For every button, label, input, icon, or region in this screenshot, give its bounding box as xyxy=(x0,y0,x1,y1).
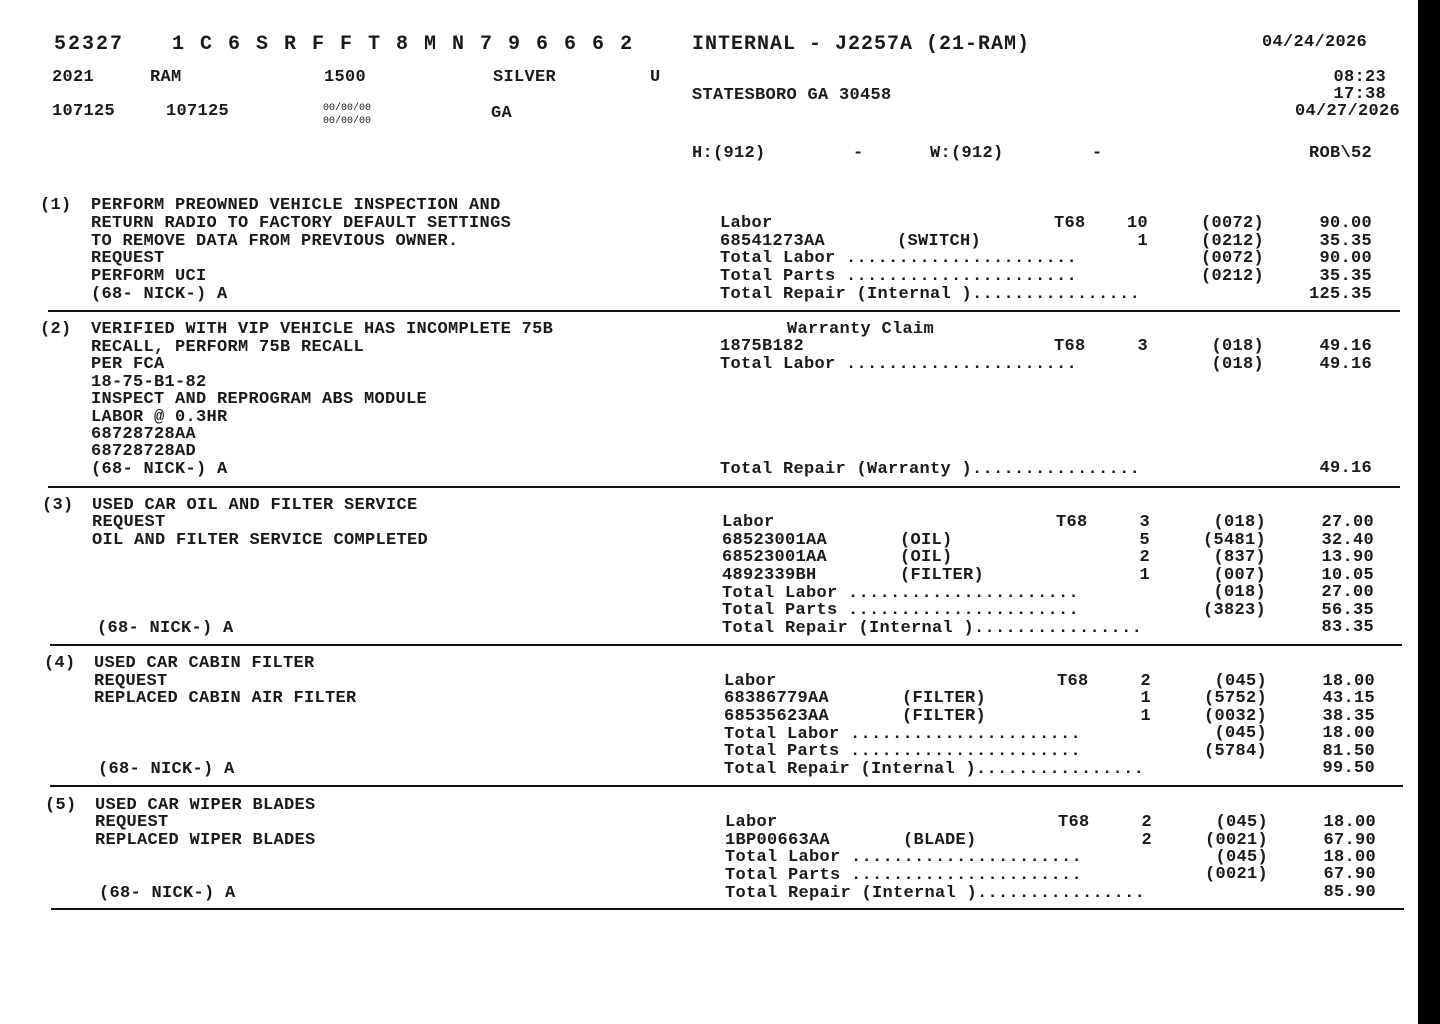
line-amount: 35.35 xyxy=(1319,267,1372,286)
section-divider xyxy=(50,644,1402,646)
line-label: 68535623AA xyxy=(724,707,830,726)
line-desc: (FILTER) xyxy=(902,689,987,708)
section-divider xyxy=(50,785,1403,787)
state: GA xyxy=(491,104,513,123)
line-label: Labor xyxy=(724,672,777,691)
line-amount: 83.35 xyxy=(1321,618,1374,637)
line-qty: 1 xyxy=(1139,566,1150,585)
line-amount: 43.15 xyxy=(1322,689,1375,708)
line-code: (045) xyxy=(1214,724,1267,743)
line-code: (0212) xyxy=(1200,232,1264,251)
line-label: Total Parts ...................... xyxy=(725,866,1083,885)
job-desc-line: INSPECT AND REPROGRAM ABS MODULE xyxy=(91,390,428,409)
line-code: (018) xyxy=(1213,513,1266,532)
line-type: T68 xyxy=(1054,337,1086,356)
line-amount: 99.50 xyxy=(1322,759,1375,778)
job-desc-line: PER FCA xyxy=(91,355,165,374)
line-amount: 125.35 xyxy=(1308,285,1372,304)
job-number: (3) xyxy=(42,496,74,515)
home-phone-dash: - xyxy=(853,144,864,163)
line-type: T68 xyxy=(1058,813,1090,832)
line-label: Total Labor ...................... xyxy=(720,249,1078,268)
job-desc-line: REQUEST xyxy=(94,672,168,691)
job-desc-line: PERFORM UCI xyxy=(91,267,207,286)
ro-title: INTERNAL - J2257A (21-RAM) xyxy=(692,33,1031,56)
job-desc-line: VERIFIED WITH VIP VEHICLE HAS INCOMPLETE 75B xyxy=(91,320,554,339)
line-label: Total Repair (Warranty )................ xyxy=(720,460,1141,479)
line-code: (837) xyxy=(1213,548,1266,567)
line-amount: 13.90 xyxy=(1321,548,1374,567)
line-qty: 3 xyxy=(1137,337,1148,356)
job-number: (2) xyxy=(40,320,72,339)
line-desc: (SWITCH) xyxy=(897,232,982,251)
mileage-in: 107125 xyxy=(52,102,116,121)
line-code: (045) xyxy=(1214,672,1267,691)
date-top: 04/24/2026 xyxy=(1262,33,1368,52)
line-code: (0072) xyxy=(1200,214,1264,233)
line-label: Total Labor ...................... xyxy=(722,584,1080,603)
date-bottom: 04/27/2026 xyxy=(1294,102,1400,121)
line-label: 68523001AA xyxy=(722,531,828,550)
line-label: Total Repair (Internal )................ xyxy=(725,884,1146,903)
job-desc-line: REPLACED WIPER BLADES xyxy=(95,831,316,850)
vehicle-color: SILVER xyxy=(493,68,557,87)
line-qty: 2 xyxy=(1141,813,1152,832)
line-amount: 90.00 xyxy=(1319,249,1372,268)
job-desc-line: USED CAR WIPER BLADES xyxy=(95,796,316,815)
line-desc: (BLADE) xyxy=(903,831,977,850)
line-label: Labor xyxy=(722,513,775,532)
job-desc-line: RECALL, PERFORM 75B RECALL xyxy=(91,338,365,357)
line-amount: 49.16 xyxy=(1319,355,1372,374)
line-code: (0032) xyxy=(1203,707,1267,726)
line-desc: (OIL) xyxy=(900,531,953,550)
line-amount: 67.90 xyxy=(1323,831,1376,850)
line-qty: 10 xyxy=(1126,214,1148,233)
job-desc-line: 68728728AD xyxy=(91,442,197,461)
line-amount: 27.00 xyxy=(1321,583,1374,602)
job-tech: (68- NICK-) A xyxy=(99,884,236,903)
line-amount: 67.90 xyxy=(1323,865,1376,884)
job-desc-line: REPLACED CABIN AIR FILTER xyxy=(94,689,357,708)
line-amount: 18.00 xyxy=(1323,848,1376,867)
line-code: (0021) xyxy=(1204,865,1268,884)
line-label: Total Repair (Internal )................ xyxy=(720,285,1141,304)
line-code: (007) xyxy=(1213,566,1266,585)
stock-number: 52327 xyxy=(54,33,125,56)
line-label: 1BP00663AA xyxy=(725,831,831,850)
job-desc-line: USED CAR CABIN FILTER xyxy=(94,654,315,673)
line-desc: (FILTER) xyxy=(900,566,985,585)
vehicle-flag: U xyxy=(650,68,661,87)
line-amount: 85.90 xyxy=(1323,883,1376,902)
line-amount: 32.40 xyxy=(1321,531,1374,550)
date-blank-1: 00/00/00 xyxy=(323,103,372,114)
job-desc-line: REQUEST xyxy=(92,513,166,532)
line-code: (018) xyxy=(1211,337,1264,356)
line-label: Total Parts ...................... xyxy=(720,267,1078,286)
line-label: Total Labor ...................... xyxy=(724,725,1082,744)
vehicle-make: RAM xyxy=(150,68,182,87)
job-desc-line: 68728728AA xyxy=(91,425,197,444)
line-code: (5481) xyxy=(1202,531,1266,550)
job-tech: (68- NICK-) A xyxy=(98,760,235,779)
time-out: 17:38 xyxy=(1333,85,1386,104)
vin: 1 C 6 S R F F T 8 M N 7 9 6 6 6 2 xyxy=(172,33,635,56)
location: STATESBORO GA 30458 xyxy=(692,86,892,105)
vehicle-year: 2021 xyxy=(52,68,95,87)
job-desc-line: OIL AND FILTER SERVICE COMPLETED xyxy=(92,531,429,550)
section-divider xyxy=(48,310,1400,312)
line-label: 4892339BH xyxy=(722,566,817,585)
line-type: T68 xyxy=(1054,214,1086,233)
line-label: 68386779AA xyxy=(724,689,830,708)
line-qty: 2 xyxy=(1140,672,1151,691)
line-code: (045) xyxy=(1215,813,1268,832)
job-desc-line: RETURN RADIO TO FACTORY DEFAULT SETTINGS xyxy=(91,214,512,233)
time-in: 08:23 xyxy=(1333,68,1386,87)
line-amount: 56.35 xyxy=(1321,601,1374,620)
job-tech: (68- NICK-) A xyxy=(97,619,234,638)
line-code: (018) xyxy=(1213,583,1266,602)
work-phone-dash: - xyxy=(1092,144,1103,163)
line-qty: 1 xyxy=(1140,707,1151,726)
line-label: 68523001AA xyxy=(722,548,828,567)
line-label: Total Labor ...................... xyxy=(725,848,1083,867)
line-amount: 38.35 xyxy=(1322,707,1375,726)
mileage-out: 107125 xyxy=(166,102,230,121)
vehicle-model: 1500 xyxy=(324,68,367,87)
line-label: 1875B182 xyxy=(720,337,805,356)
line-label: 68541273AA xyxy=(720,232,826,251)
line-code: (0212) xyxy=(1200,267,1264,286)
job-tech: (68- NICK-) A xyxy=(91,285,228,304)
section-divider xyxy=(48,486,1400,488)
line-code: (5784) xyxy=(1203,742,1267,761)
line-amount: 10.05 xyxy=(1321,566,1374,585)
line-amount: 35.35 xyxy=(1319,232,1372,251)
line-label: Total Labor ...................... xyxy=(720,355,1078,374)
line-qty: 2 xyxy=(1139,548,1150,567)
line-amount: 18.00 xyxy=(1323,813,1376,832)
line-label: Total Parts ...................... xyxy=(722,601,1080,620)
line-qty: 5 xyxy=(1139,531,1150,550)
line-type: T68 xyxy=(1056,513,1088,532)
line-code: (0072) xyxy=(1200,249,1264,268)
line-type: T68 xyxy=(1057,672,1089,691)
line-label: Labor xyxy=(725,813,778,832)
line-qty: 1 xyxy=(1137,232,1148,251)
line-amount: 27.00 xyxy=(1321,513,1374,532)
line-label: Total Parts ...................... xyxy=(724,742,1082,761)
line-qty: 3 xyxy=(1139,513,1150,532)
date-blank-2: 00/00/00 xyxy=(323,116,372,127)
job-desc-line: REQUEST xyxy=(95,813,169,832)
job-desc-line: TO REMOVE DATA FROM PREVIOUS OWNER. xyxy=(91,232,459,251)
line-amount: 18.00 xyxy=(1322,672,1375,691)
line-amount: 49.16 xyxy=(1319,337,1372,356)
line-code: (018) xyxy=(1211,355,1264,374)
advisor: ROB\52 xyxy=(1308,144,1372,163)
line-label: Labor xyxy=(720,214,773,233)
job-desc-line: USED CAR OIL AND FILTER SERVICE xyxy=(92,496,418,515)
job-desc-line: LABOR @ 0.3HR xyxy=(91,408,228,427)
line-amount: 18.00 xyxy=(1322,724,1375,743)
line-desc: (FILTER) xyxy=(902,707,987,726)
job-desc-line: REQUEST xyxy=(91,249,165,268)
home-phone: H:(912) xyxy=(692,144,766,163)
work-phone: W:(912) xyxy=(930,144,1004,163)
job-tech: (68- NICK-) A xyxy=(91,460,228,479)
line-amount: 49.16 xyxy=(1319,459,1372,478)
line-amount: 90.00 xyxy=(1319,214,1372,233)
line-code: (5752) xyxy=(1203,689,1267,708)
scan-edge xyxy=(1418,0,1440,1024)
job-desc-line: 18-75-B1-82 xyxy=(91,373,207,392)
line-qty: 2 xyxy=(1141,831,1152,850)
line-code: (0021) xyxy=(1204,831,1268,850)
line-qty: 1 xyxy=(1140,689,1151,708)
job-number: (4) xyxy=(44,654,76,673)
job-number: (1) xyxy=(40,196,72,215)
line-desc: (OIL) xyxy=(900,548,953,567)
line-label: Total Repair (Internal )................ xyxy=(724,760,1145,779)
job-number: (5) xyxy=(45,796,77,815)
line-code: (045) xyxy=(1215,848,1268,867)
section-divider xyxy=(51,908,1404,910)
job-desc-line: PERFORM PREOWNED VEHICLE INSPECTION AND xyxy=(91,196,501,215)
warranty-claim-label: Warranty Claim xyxy=(787,320,935,339)
line-amount: 81.50 xyxy=(1322,742,1375,761)
line-code: (3823) xyxy=(1202,601,1266,620)
line-label: Total Repair (Internal )................ xyxy=(722,619,1143,638)
